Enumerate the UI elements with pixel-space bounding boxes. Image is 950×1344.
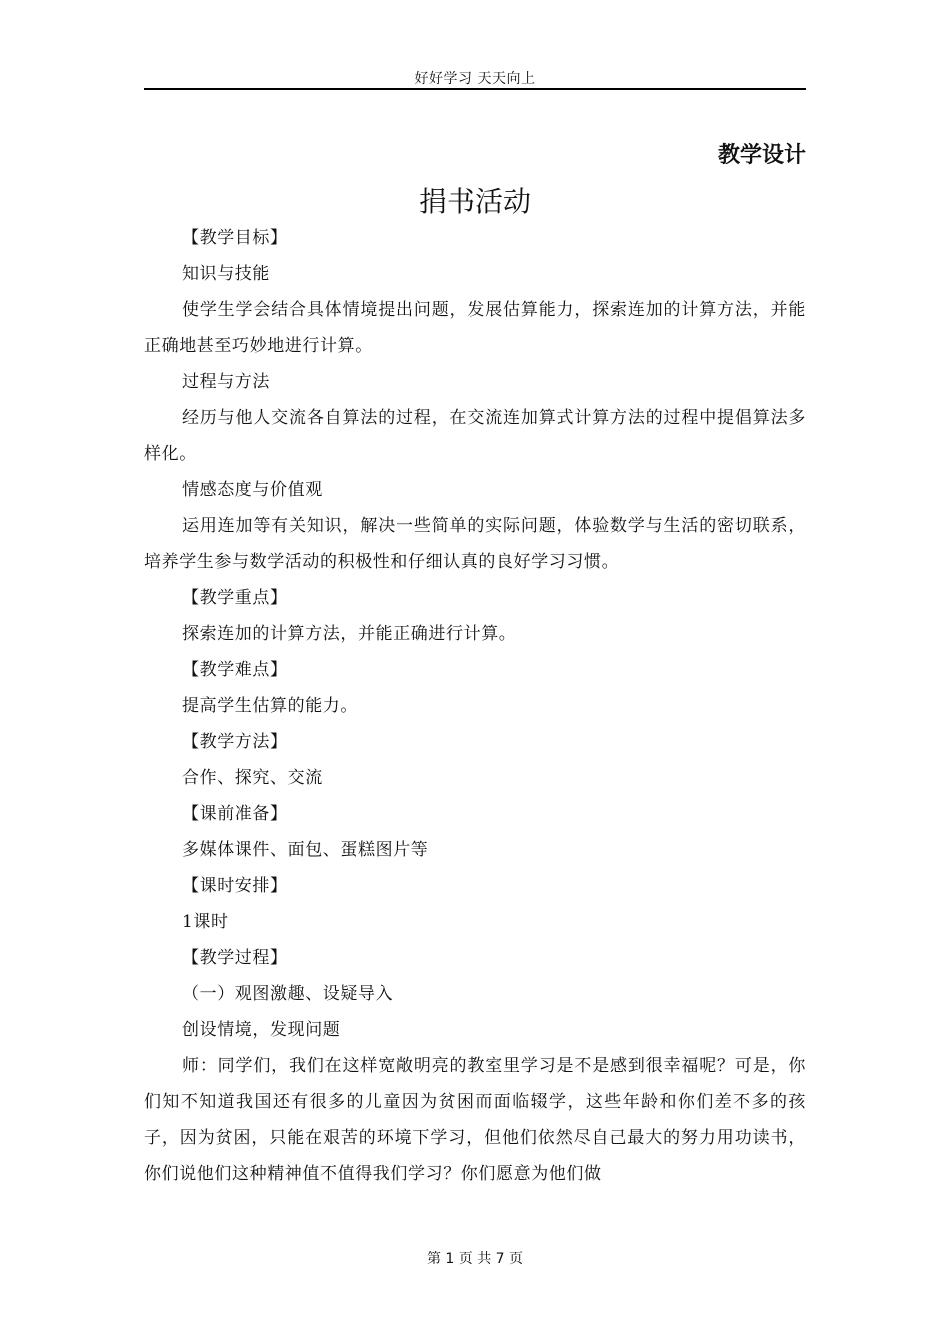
paragraph: 经历与他人交流各自算法的过程，在交流连加算式计算方法的过程中提倡算法多样化。 — [144, 408, 806, 464]
section-heading: 【教学过程】 — [182, 948, 288, 968]
paragraph: 1课时 — [182, 912, 229, 932]
section-heading: 【教学方法】 — [182, 732, 288, 752]
paragraph: 运用连加等有关知识，解决一些简单的实际问题，体验数学与生活的密切联系，培养学生参与数学活动的积极性和仔细认真的良好学习习惯。 — [144, 516, 806, 572]
paragraph: 提高学生估算的能力。 — [182, 696, 358, 716]
subheading: 创设情境，发现问题 — [182, 1020, 341, 1040]
header-rule — [144, 88, 806, 90]
section-heading: 【课前准备】 — [182, 804, 288, 824]
section-heading: 【教学难点】 — [182, 660, 288, 680]
subheading: 过程与方法 — [182, 372, 270, 392]
paragraph: 使学生学会结合具体情境提出问题，发展估算能力，探索连加的计算方法，并能正确地甚至巧妙地进行计算。 — [144, 300, 806, 356]
subheading: 知识与技能 — [182, 264, 270, 284]
section-heading: 【课时安排】 — [182, 876, 288, 896]
page-footer: 第 1 页 共 7 页 — [426, 1251, 524, 1267]
section-heading: 【教学目标】 — [182, 228, 288, 248]
design-label: 教学设计 — [717, 143, 806, 168]
subheading: 情感态度与价值观 — [182, 480, 323, 500]
paragraph: 探索连加的计算方法，并能正确进行计算。 — [182, 624, 517, 644]
paragraph: 多媒体课件、面包、蛋糕图片等 — [182, 840, 429, 860]
document-body — [144, 220, 806, 1192]
section-heading: 【教学重点】 — [182, 588, 288, 608]
page-header: 好好学习 天天向上 — [414, 71, 536, 87]
document-title: 捐书活动 — [418, 185, 531, 218]
subheading: （一）观图激趣、设疑导入 — [182, 984, 394, 1004]
paragraph: 合作、探究、交流 — [182, 768, 323, 788]
paragraph: 师：同学们，我们在这样宽敞明亮的教室里学习是不是感到很幸福呢？可是，你们知不知道我国还有很多的儿童因为贫困而面临辍学，这些年龄和你们差不多的孩子，因为贫困，只能在艰苦的环境下学习，但他们依然尽自己最大的努力用功读书，你们说他们这种精神值不值得我们学习？你们愿意为他们做 — [144, 1056, 806, 1184]
